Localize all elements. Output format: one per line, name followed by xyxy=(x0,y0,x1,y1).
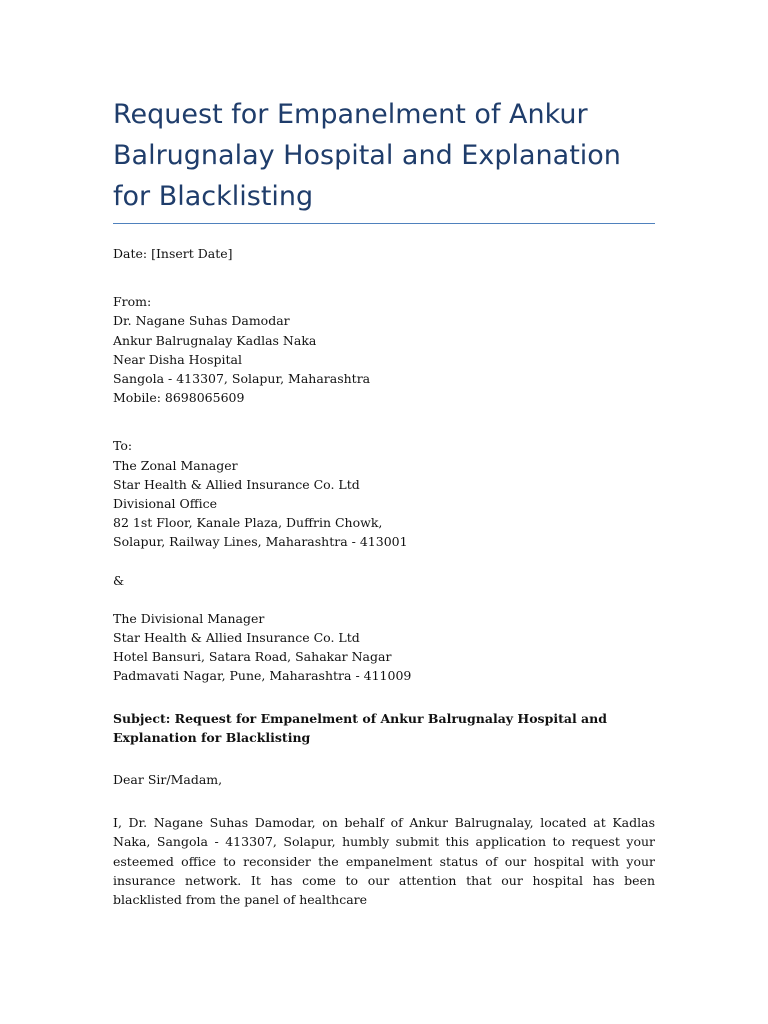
subject-line: Subject: Request for Empanelment of Ankur Balrugnalay Hospital and Explanation for Blacklisting xyxy=(113,710,607,745)
to-label: To: xyxy=(113,438,133,454)
to2-line: Hotel Bansuri, Satara Road, Sahakar Nagar xyxy=(113,649,392,665)
salutation: Dear Sir/Madam, xyxy=(113,772,223,788)
body-paragraph: I, Dr. Nagane Suhas Damodar, on behalf of Ankur Balrugnalay, located at Kadlas Naka, Sangola - 413307, Solapur, humbly submit this application to request your esteemed office to reconsider the empanelment status of our hospital with your insurance network. It has come to our attention that our hospital has been blacklisted from the panel of healthcare xyxy=(113,815,655,908)
document-content xyxy=(113,94,655,909)
from-line: Dr. Nagane Suhas Damodar xyxy=(113,313,290,329)
document-title: Request for Empanelment of Ankur Balrugnalay Hospital and Explanation for Blacklisting xyxy=(113,94,655,224)
from-label: From: xyxy=(113,294,152,310)
to-line: Star Health & Allied Insurance Co. Ltd xyxy=(113,476,360,492)
to-line: Solapur, Railway Lines, Maharashtra - 413001 xyxy=(113,534,408,550)
to2-line: The Divisional Manager xyxy=(113,610,265,626)
from-line: Mobile: 8698065609 xyxy=(113,390,245,406)
ampersand: & xyxy=(113,572,125,588)
from-line: Sangola - 413307, Solapur, Maharashtra xyxy=(113,371,371,387)
to-block xyxy=(113,436,655,551)
to2-line: Star Health & Allied Insurance Co. Ltd xyxy=(113,630,360,646)
to-line: The Zonal Manager xyxy=(113,457,238,473)
to2-block xyxy=(113,609,655,686)
from-block xyxy=(113,292,655,407)
from-line: Near Disha Hospital xyxy=(113,351,242,367)
to2-line: Padmavati Nagar, Pune, Maharashtra - 411009 xyxy=(113,668,412,684)
to-line: 82 1st Floor, Kanale Plaza, Duffrin Chowk, xyxy=(113,515,383,531)
from-line: Ankur Balrugnalay Kadlas Naka xyxy=(113,332,317,348)
to-line: Divisional Office xyxy=(113,496,218,512)
date-line: Date: [Insert Date] xyxy=(113,246,233,261)
